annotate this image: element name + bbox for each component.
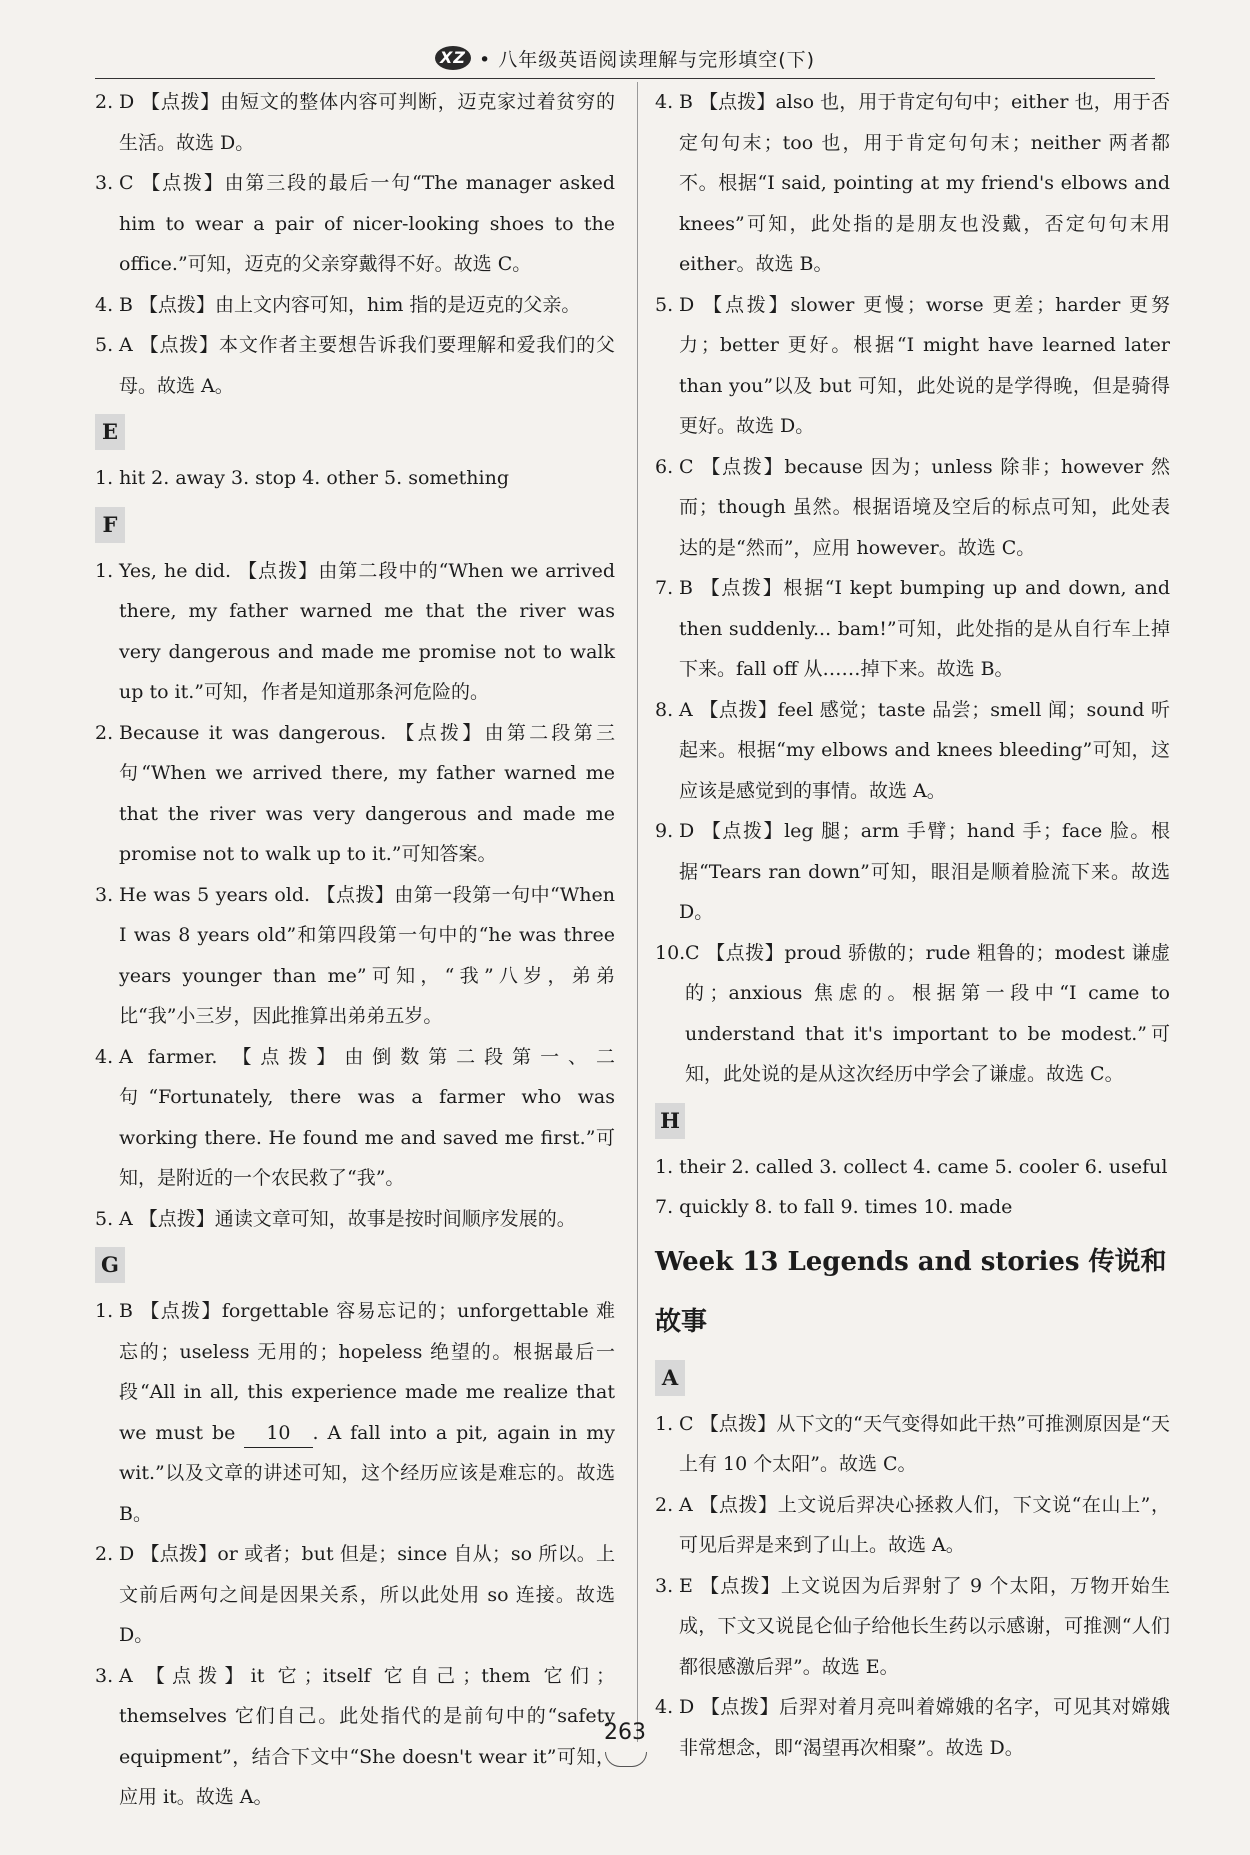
answer-item: 2. A 【点拨】上文说后羿决心拯救人们，下文说“在山上”，可见后羿是来到了山上。故选 A。 [655, 1493, 1170, 1556]
section-label-f: F [95, 507, 125, 543]
answer-blank: 10 [244, 1419, 312, 1448]
answer-item: 3. E 【点拨】上文说因为后羿射了 9 个太阳，万物开始生成，下文又说昆仑仙子给他长生药以示感谢，可推测“人们都很感激后羿”。故选 E。 [655, 1574, 1170, 1678]
answer-item: 3. C 【点拨】由第三段的最后一句“The manager asked him to wear a pair of nicer-looking shoes to the office.”可知，迈克的父亲穿戴得不好。故选 C。 [95, 172, 615, 275]
answer-item: 1. B 【点拨】forgettable 容易忘记的；unforgettable 难忘的；useless 无用的；hopeless 绝望的。根据最后一段“All in all, this experience made me realize that we must be 10 . A fall into a pit, again in my wit.”以及文章的讲述可知，这个经历应该是难忘的。故选 B。 [95, 1300, 615, 1525]
open-book-icon [605, 1752, 647, 1767]
left-column [95, 82, 615, 1818]
answer-item: 10. C 【点拨】proud 骄傲的；rude 粗鲁的；modest 谦虚的；anxious 焦虑的。根据第一段中“I came to understand that it's important to be modest.”可知，此处说的是从这次经历中学会了谦虚。故选 C。 [655, 941, 1170, 1085]
section-h-answers-line1: 1. their 2. called 3. collect 4. came 5. cooler 6. useful [655, 1155, 1168, 1178]
page-number: 263 [604, 1720, 646, 1745]
answer-item: 5. A 【点拨】通读文章可知，故事是按时间顺序发展的。 [95, 1207, 576, 1230]
right-column [655, 82, 1170, 1768]
answer-item: 9. D 【点拨】leg 腿；arm 手臂；hand 手；face 脸。根据“Tears ran down”可知，眼泪是顺着脸流下来。故选 D。 [655, 820, 1170, 923]
answer-item: 4. D 【点拨】后羿对着月亮叫着嫦娥的名字，可见其对嫦娥非常想念，即“渴望再次相聚”。故选 D。 [655, 1696, 1170, 1759]
answer-item: 2. D 【点拨】or 或者；but 但是；since 自从；so 所以。上文前后两句之间是因果关系，所以此处用 so 连接。故选 D。 [95, 1543, 615, 1646]
book-title: • 八年级英语阅读理解与完形填空(下) [478, 48, 816, 71]
answer-item: 4. B 【点拨】also 也，用于肯定句句中；either 也，用于否定句句末；too 也，用于肯定句句末；neither 两者都不。根据“I said, pointing at my friend's elbows and knees”可知，此处指的是朋友也没戴，否定句句末用 either。故选 B。 [655, 91, 1170, 275]
publisher-logo: XZ [435, 46, 471, 70]
section-e-answers: 1. hit 2. away 3. stop 4. other 5. something [95, 467, 510, 489]
answer-item: 4. A farmer. 【点拨】由倒数第二段第一、二句“Fortunately, there was a farmer who was working there. He found me and saved me first.”可知，是附近的一个农民救了“我”。 [95, 1045, 615, 1189]
answer-item: 1. C 【点拨】从下文的“天气变得如此干热”可推测原因是“天上有 10 个太阳”。故选 C。 [655, 1412, 1170, 1475]
answer-item: 6. C 【点拨】because 因为；unless 除非；however 然而；though 虽然。根据语境及空后的标点可知，此处表达的是“然而”，应用 however。故选 C。 [655, 455, 1170, 559]
answer-item: 2. Because it was dangerous. 【点拨】由第二段第三句“When we arrived there, my father warned me that the river was very dangerous and made me promise not to walk up to it.”可知答案。 [95, 721, 615, 865]
answer-item: 7. B 【点拨】根据“I kept bumping up and down, and then suddenly... bam!”可知，此处指的是从自行车上掉下来。fall off 从……掉下来。故选 B。 [655, 577, 1170, 680]
week-heading: Week 13 Legends and stories 传说和故事 [655, 1246, 1167, 1337]
answer-item: 4. B 【点拨】由上文内容可知，him 指的是迈克的父亲。 [95, 293, 581, 316]
answer-item: 1. Yes, he did. 【点拨】由第二段中的“When we arrived there, my father warned me that the river was very dangerous and made me promise not to walk up to it.”可知，作者是知道那条河危险的。 [95, 559, 615, 703]
section-label-a: A [655, 1360, 685, 1396]
answer-item: 5. D 【点拨】slower 更慢；worse 更差；harder 更努力；better 更好。根据“I might have learned later than you”以及 but 可知，此处说的是学得晚，但是骑得更好。故选 D。 [655, 293, 1170, 437]
section-h-answers-line2: 7. quickly 8. to fall 9. times 10. made [655, 1196, 1013, 1218]
section-label-g: G [95, 1247, 125, 1283]
answer-item: 8. A 【点拨】feel 感觉；taste 品尝；smell 闻；sound 听起来。根据“my elbows and knees bleeding”可知，这应该是感觉到的事情。故选 A。 [655, 698, 1170, 802]
answer-item: 2. D 【点拨】由短文的整体内容可判断，迈克家过着贫穷的生活。故选 D。 [95, 91, 615, 154]
page-header [95, 38, 1155, 79]
answer-item: 3. A 【点拨】it 它；itself 它自己；them 它们；themselves 它们自己。此处指代的是前句中的“safety equipment”，结合下文中“She doesn't wear it”可知，应用 it。故选 A。 [95, 1664, 615, 1808]
column-divider [637, 82, 638, 1742]
section-label-e: E [95, 414, 125, 450]
answer-item: 3. He was 5 years old. 【点拨】由第一段第一句中“When I was 8 years old”和第四段第一句中的“he was three years younger than me”可知，“我”八岁，弟弟比“我”小三岁，因此推算出弟弟五岁。 [95, 883, 615, 1027]
section-label-h: H [655, 1103, 685, 1139]
answer-item: 5. A 【点拨】本文作者主要想告诉我们要理解和爱我们的父母。故选 A。 [95, 334, 615, 397]
